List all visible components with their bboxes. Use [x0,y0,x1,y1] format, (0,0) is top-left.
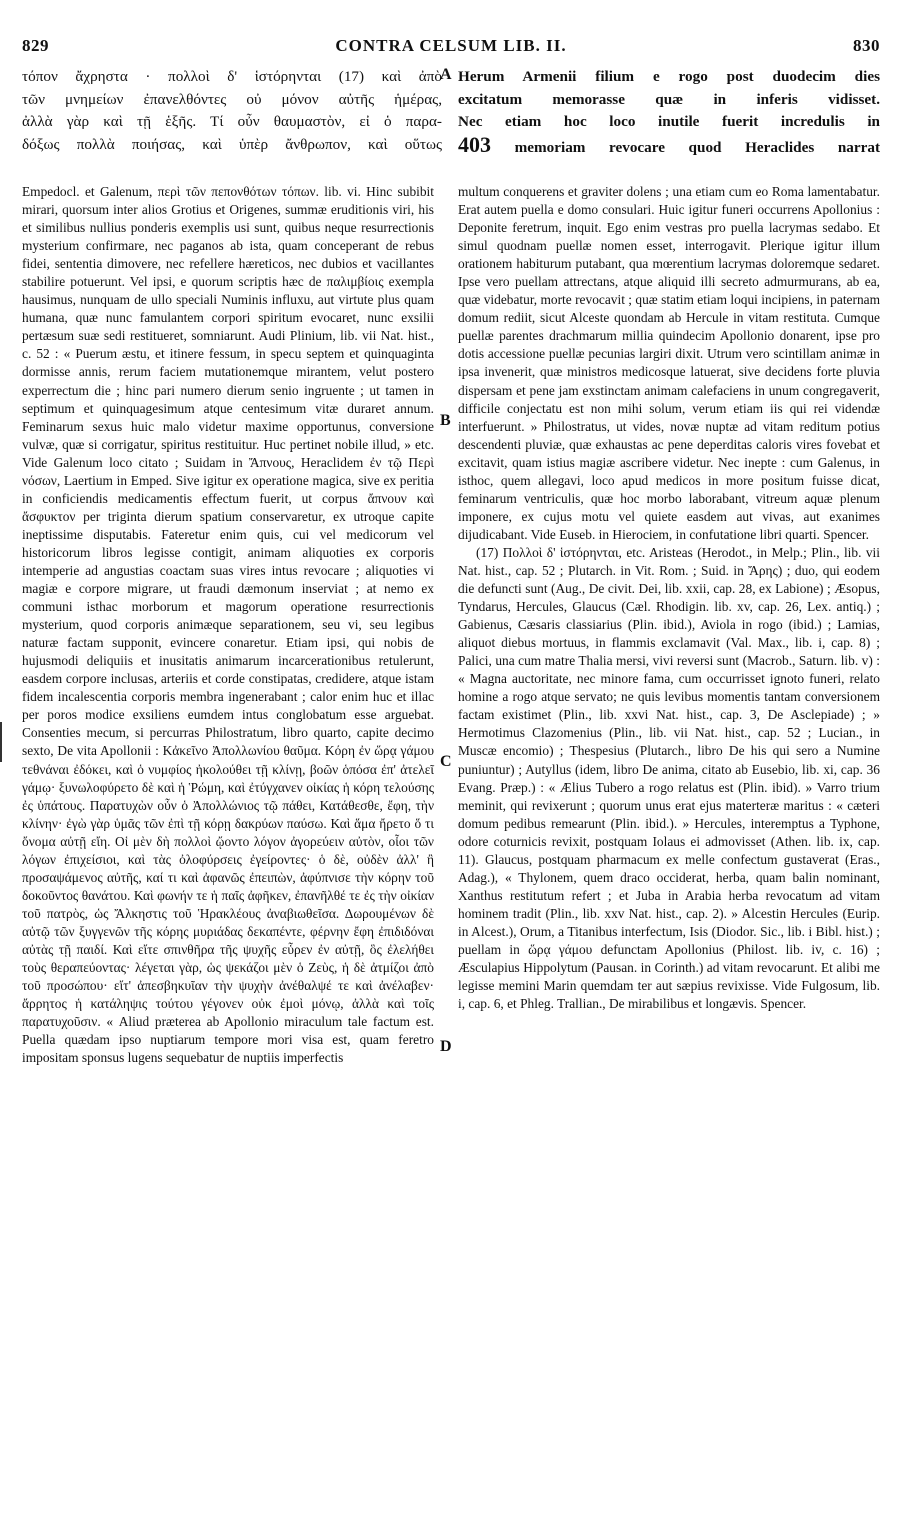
greek-main-text [22,66,442,157]
page-number-right: 830 [853,36,880,55]
margin-marker-d: D [440,1038,452,1055]
note-17-paragraph: (17) Πολλοὶ δ' ἱστόρηνται, etc. Aristeas (Herodot., in Melp.; Plin., lib. vii Nat. hist., cap. 52 ; Plutarch. in Vit. Rom. ; Suid. in Ἄρης) ; duo, qui eodem die defuncti sunt (Aug., De civit. Dei, lib. xxii, cap. 28, ex Labione) ; Æsopus, Tyndarus, Hercules, Glaucus (Cæl. Rhodigin. lib. xv, cap. 26, Lex. antiq.) ; Gabienus, Cæsaris classiarius (Plin. ibid.), Aviola in rogo (ibid.) ; Lamias, aliquot diebus mortuus, in flammis exclamavit (Val. Max., lib. i, cap. 8) ; Palici, una cum matre Thalia mersi, vivi reversi sunt (Macrob., Saturn. lib. v) : « Magna auctoritate, nec minore fama, cum occurrisset ignoto funeri, relato homine a rogo atque servato; ne quis levibus momentis tantam conversionem factam existimet (Plin., lib. xxvi Nat. hist., cap. 3, De Asclepiade) ; » Hermotimus Clazomenius (Plin., lib. vii Nat. hist., cap. 52 ; Lucian., in Muscæ encomio) ; Thespesius (Plutarch., libro De his qui sero a Numine puniuntur) ; Autyllus (idem, libro De anima, citato ab Eusebio, lib. xi, cap. 36 Evang. Præp.) : « Ælius Tubero a rogo relatus est (Plin. ibid). » Varro trium meminit, qui revixerunt ; quorum unus erat ejus materteræ maritus : « cæteri domum pedibus remearunt (Plin. ibid.). » Hercules, interemptus a Typhone, odore coturnicis revixit, postquam Iolaus ei admovisset (Athen. lib. ix, cap. 11). Glaucus, postquam pharmacum ex melle confectum gustaverat (Eras., Adag.), « Thylonem, quem draco occiderat, herba, quam balin nominant, Xanthus restitutum refert ; et Juba in Arabia herba revocatum ad vitam hominem tradit (Plin., lib. xxv Nat. hist., cap. 2). » Alcestin Hercules (Eurip. in Alcest.), Orum, a Titanibus interfectum, Isis (Diodor. Sic., lib. i Bibl. hist.) ; puellam in ὥρᾳ γάμου defunctam Apollonius (Philost. lib. iv, c. 16) ; Æsculapius Hippolytum (Pausan. in Corinth.) ad vitam revocarunt. Et alibi me legisse memini Marin quemdam ter aut sæpius revixisse. Vide Fulgosum, lib. i, cap. 6, et Phleg. Trallian., De mirabilibus et longævis. Spencer. [458,544,880,1012]
latin-line: excitatum memorasse quæ in inferis vidisset. [458,90,880,108]
latin-line: Herum Armenii filium e rogo post duodecim dies [458,68,880,85]
note-paragraph: multum conquerens et graviter dolens ; una etiam cum eo Roma lamentabatur. Erat autem puella e domo consulari. Huic igitur funeri occurrens Apollonius : Deponite feretrum, inquit. Ego enim vestras pro puella lacrymas sedabo. Et simul quodnam puellæ nomen esset, interrogavit. Plerique igitur illum orationem habiturum putabant, qua mœrentium lacrymas doloremque sedaret. Ipse vero puellam attrectans, atque aliquid illi secreto admurmurans, ab ea, quæ videbatur, morte revocavit ; quæ statim etiam loqui incipiens, in paternam domum rediit, sicut Alceste quondam ab Hercule in vitam restituta. Cumque puellæ parentes drachmarum millia quindecim Apollonio donarent, ipse pro dotis accessione puellæ pecunias largiri dixit. Utrum vero scintillam animæ in ipsa invenerit, quæ ministros medicosque latuerat, sive decidens forte pluvia dispersam et pene jam exstinctam animam calefaciens in unum congregaverit, difficile conjectatu est non mihi solum, verum etiam iis qui rei videndæ interfuerunt. » Philostratus, ut vides, novæ nuptæ ad vitam reditum potius descendenti pluviæ, quæ exhaustas ac pene deperditas caloris vires fovebat et excitavit, quam istius magiæ ascribere videtur. Nec inepte : cum Galenus, in isthoc, quem allegavi, loco apud medicos in more positum fuisse dicat, feminarum ventriculis, quæ hoc morbo laborabant, vitreum aquæ plenum imponere, ex cujus motu vel quiete easdem aut vivas, aut exanimes dijudicabant. Vide Euseb. in Hierociem, in confutatione libri quarti. Spencer. [458,184,880,542]
margin-marker-c: C [440,753,452,770]
greek-line: τῶν μνημείων ἐπανελθόντες οὐ μόνον αὐτῆς ἡμέρας, [22,90,442,108]
column-number: 403 [458,134,491,158]
note-paragraph: Empedocl. et Galenum, περὶ τῶν πεπονθότων τόπων. lib. vi. Hinc subibit mirari, quorsum inter alios Grotius et Origenes, summæ eruditionis viri, his et similibus nullius ponderis exemplis usi sunt, quibus neque resurrectionis mysterium confirmare, nec paganos ab ista, quam conceperant de rebus fidei, sententia dimovere, nec refellere hæreticos, nec dubios et vacillantes stabilire potuerunt. Vel ipsi, e quorum scriptis hæc de παλιμβίοις exempla hausimus, nunquam de ullo speciali Numinis influxu, aut virtute plus quam humana, quæ nunc famulantem corpori spiritum evocaret, nunc exsilii pertæsum suæ sedi restitueret, somniarunt. Audi Plinium, lib. vii Nat. hist., c. 52 : « Puerum æstu, et itinere fessum, in specu septem et quinquaginta dormisse annis, rerum faciem mutationemque mirantem, velut postero experrectum die ; hinc pari numero dierum senio ingruente ; ut tamen in septimum et quinquagesimum atque centesimum vitæ duraret annum. Feminarum sexus huic malo videtur maxime opportunus, conversione vulvæ, quæ si corrigatur, spiritus restituitur. Huc pertinet nobile illud, » etc. Vide Galenum loco citato ; Suidam in Ἄπνους, Heraclidem ἐν τῷ Περὶ νόσων, Laertium in Emped. Sive igitur ex operatione magica, sive ex peritia in conficiendis medicamentis effectum fuerit, ut corpus ἄπνουν καὶ ἄσφυκτον per triginta dierum spatium conservaretur, ex utroque capite ineptissime disputabis. Fateretur enim quis, cui vel medicorum vel historicorum libros legisse contigit, animam aliquoties ex corporis intemperie ad angustias coactam suas vires intus revocare ; aliquoties vi magiæ e corpore migrare, ut fraudi dæmonum inserviat ; at nemo ex communi isthac morborum et magorum operatione resurrectionis mysterium, quod corporis animæque separationem, seu vi, seu legibus naturæ factam supponit, evincere conaretur. Etiam ipsi, qui nobis de hujusmodi deliquiis et inusitatis animarum incarcerationibus retulerunt, easdem corpore inclusas, arteriis et corde constipatas, credidere, atque istam fidem incalescentia corporis membra ingenerabant ; calor enim huc et illac per poros modice exsiliens eumdem intus conglobatum esse arguebat. Consenties mecum, si percurras Philostratum, libro quarto, capite decimo sexto, De vita Apollonii : Κἀκεῖνο Ἀπολλωνίου θαῦμα. Κόρη ἐν ὥρᾳ γάμου τεθνάναι ἐδόκει, καὶ ὁ νυμφίος ἠκολούθει τῇ κλίνῃ, βοῶν ὁπόσα ἐπ' ἀτελεῖ γάμῳ· ξυνωλοφύρετο δὲ καὶ ἡ Ῥώμη, καὶ ἐτύγχανεν οἰκίας ἡ κόρη τελούσης ἐς ὑπάτους. Παρατυχὼν οὖν ὁ Ἀπολλώνιος τῷ πάθει, Κατάθεσθε, ἔφη, τὴν κλίνην· ἐγὼ γὰρ ὑμᾶς τῶν ἐπὶ τῇ κόρῃ δακρύων παύσω. Καὶ ἅμα ἤρετο ὅ τι ὄνομα αὐτῇ εἴη. Οἱ μὲν δὴ πολλοὶ ᾤοντο λόγον ἀγορεύειν αὐτὸν, οἷοι τῶν λόγων ἐπιχείσιοι, καὶ τὰς ὀλοφύρσεις ἐγείροντες· ὁ δὲ, οὐδὲν ἀλλ' ἢ προσαψάμενος αὐτῆς, καί τι καὶ ἀφανῶς ἐπειπὼν, ἀφύπνισε τὴν κόρην τοῦ δοκοῦντος θανάτου. Καὶ φωνήν τε ἡ παῖς ἀφῆκεν, ἐπανῆλθέ τε ἐς τὴν οἰκίαν τοῦ πατρὸς, ὡς Ἄλκηστις τοῦ Ἡρακλέους ἀναβιωθεῖσα. Δωρουμένων δὲ αὐτῷ τῶν ξυγγενῶν τῆς κόρης μυριάδας δεκαπέντε, φέρνην ἔφη ἐπιδιδόναι αὐτὰς τῇ παιδί. Καὶ εἴτε σπινθῆρα τῆς ψυχῆς εὗρεν ἐν αὐτῇ, ὃς ἐλελήθει τοὺς θεραπεύοντας· λέγεται γὰρ, ὡς ψεκάζοι μὲν ὁ Ζεὺς, ἡ δὲ ἀτμίζοι ἀπὸ τοῦ προσώπου· εἴτ' ἀπεσβηκυῖαν τὴν ψυχὴν ἀνέθαλψέ τε καὶ ἀνέλαβεν· ἄρρητος ἡ κατάληψις τούτου γέγονεν οὐκ ἐμοὶ μόνῳ, ἀλλὰ καὶ τοῖς παρατυχοῦσιν. « Aliud præterea ab Apollonio miraculum tale factum est. Puella quædam ipso nuptiarum tempore mori visa est, quam feretro impositam sponsus lugens sequebatur de nuptiis imperfectis [22,184,434,1066]
latin-line [458,134,880,160]
page-number-left: 829 [22,36,49,55]
running-title: CONTRA CELSUM LIB. II. [335,36,567,55]
greek-line: τόπον ἄχρηστα · πολλοὶ δ' ἱστόρηνται (17) καὶ ἀπὸ [22,68,442,85]
greek-line: δόξως πολλὰ ποιήσας, καὶ ὑπὲρ ἄνθρωπον, καὶ οὕτως [22,136,442,154]
left-notes-column [22,183,434,1067]
margin-marker-a: A [440,66,452,83]
greek-line: ἀλλὰ γὰρ καὶ τῇ ἑξῆς. Τί οὖν θαυμαστὸν, εἰ ὁ παρα- [22,113,442,131]
running-head [22,36,880,62]
right-notes-column [458,183,880,1013]
latin-main-text [458,66,880,160]
margin-rule [0,722,2,762]
latin-line-text: memoriam revocare quod Heraclides narrat [514,139,880,157]
margin-marker-b: B [440,412,451,429]
latin-line: Nec etiam hoc loco inutile fuerit incredulis in [458,113,880,131]
